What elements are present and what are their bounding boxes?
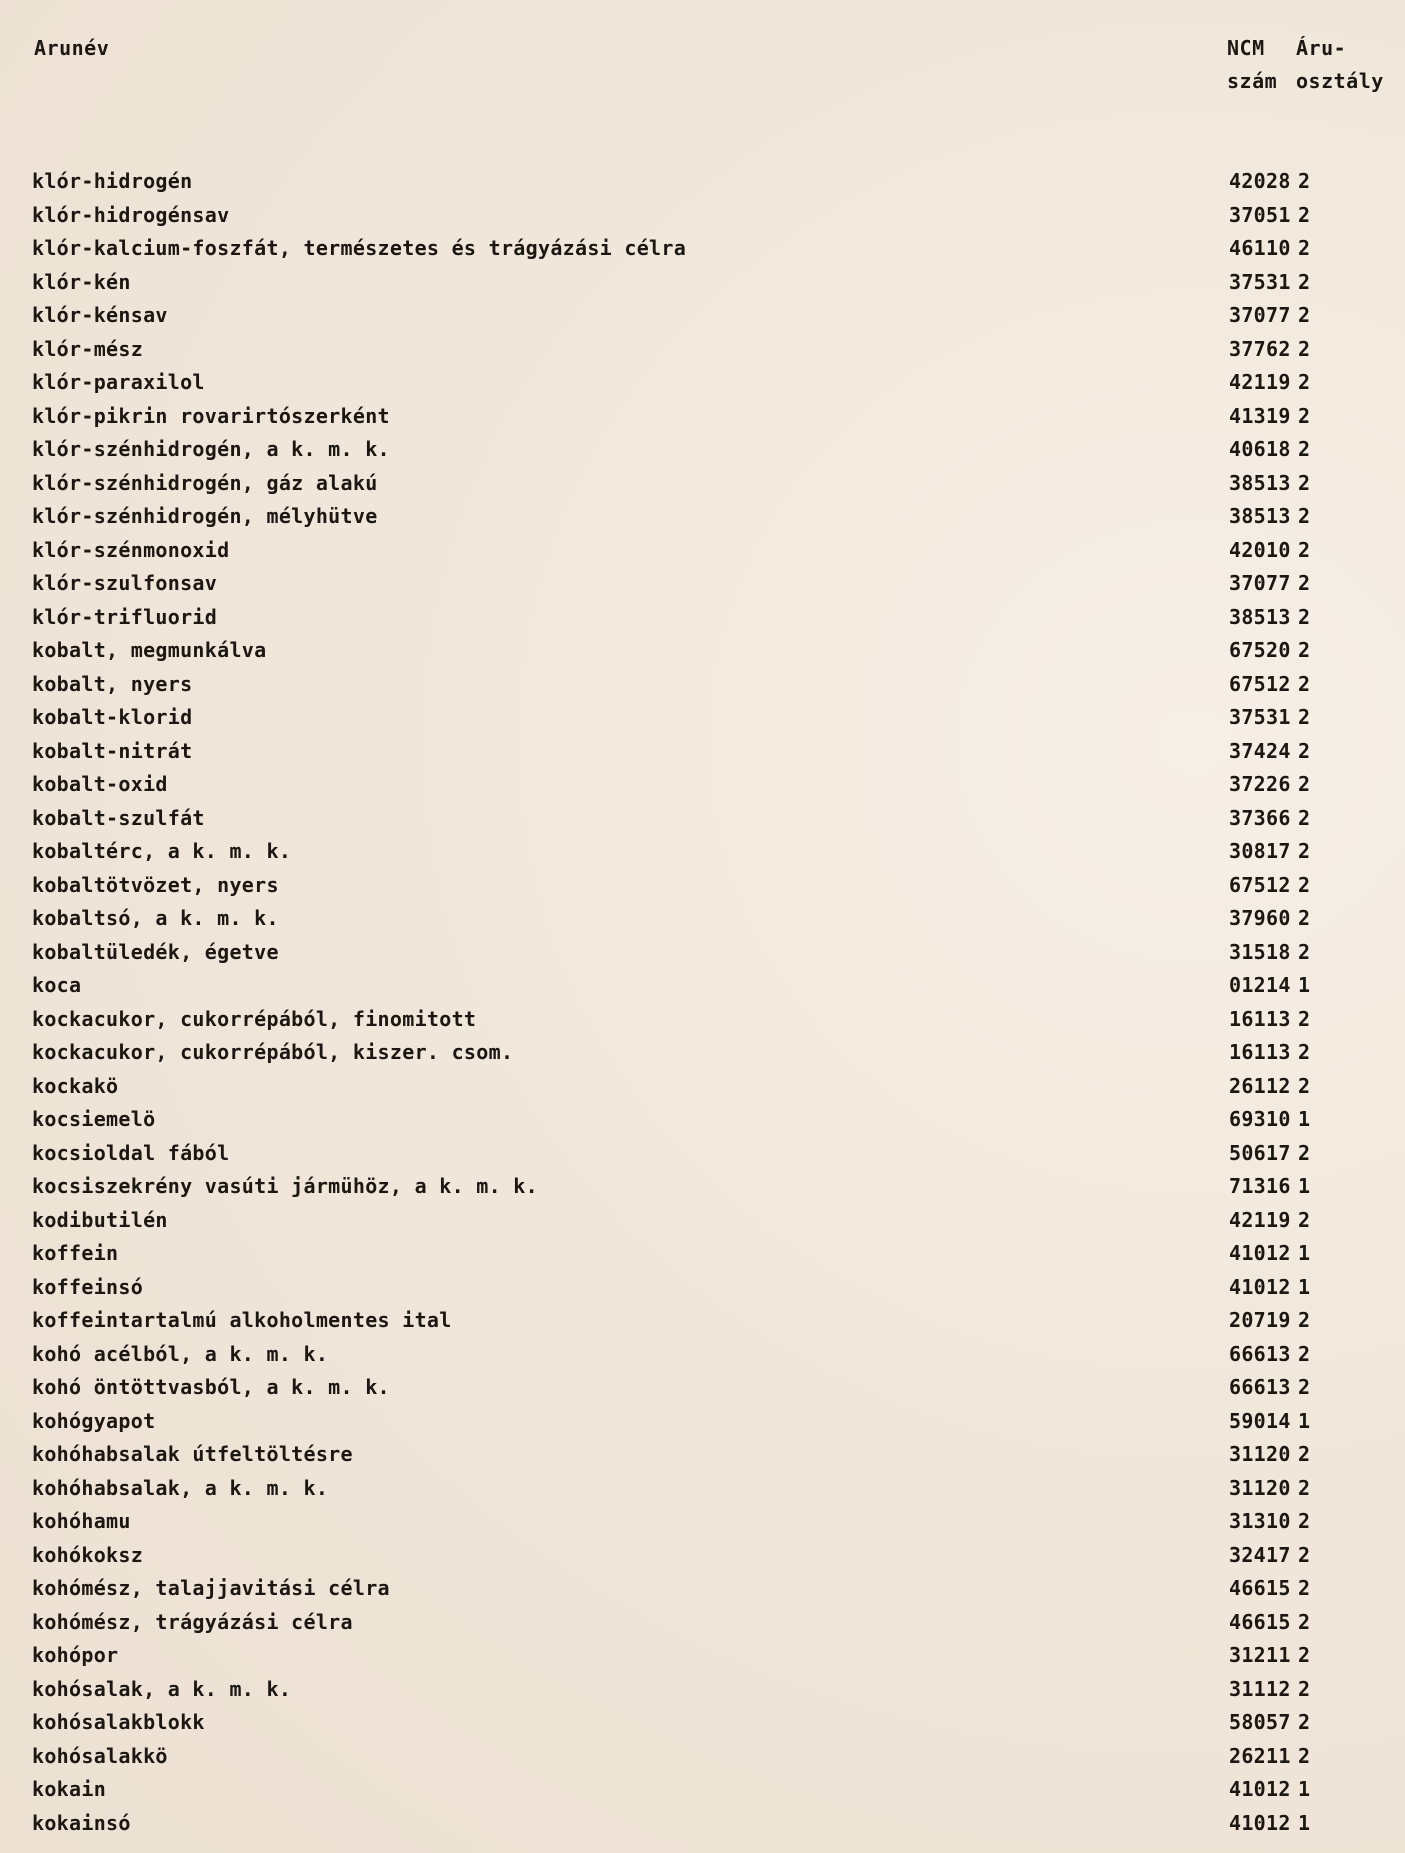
list-item [0, 769, 1405, 803]
ncm-code: 01214 [1229, 973, 1291, 997]
ncm-code: 37077 [1229, 303, 1291, 327]
ncm-code: 16113 [1229, 1006, 1291, 1031]
ncm-code: 37960 [1229, 906, 1291, 930]
ncm-code: 66613 [1229, 1375, 1291, 1399]
product-name: klór-kénsav [32, 303, 168, 327]
product-class: 2 [1298, 571, 1311, 595]
ncm-code: 37366 [1229, 805, 1291, 830]
ncm-code: 20719 [1229, 1308, 1291, 1332]
product-class: 2 [1298, 671, 1311, 696]
ncm-code: 42010 [1229, 537, 1291, 562]
product-class: 1 [1298, 1810, 1311, 1835]
product-name: kocsiszekrény vasúti jármühöz, a k. m. k. [32, 1174, 538, 1198]
ncm-code: 31120 [1229, 1442, 1291, 1466]
product-name: kobalt-szulfát [32, 805, 205, 830]
list-item [0, 166, 1405, 200]
list-item [0, 468, 1405, 502]
list-item [0, 1004, 1405, 1038]
product-name: kohópor [32, 1643, 119, 1667]
product-class: 2 [1298, 638, 1311, 662]
product-name: klór-szénmonoxid [32, 537, 230, 562]
ncm-code: 41012 [1229, 1274, 1291, 1299]
product-name: kohósalak, a k. m. k. [32, 1676, 292, 1701]
ncm-code: 38513 [1229, 504, 1291, 528]
list-item [0, 1171, 1405, 1205]
list-item [0, 836, 1405, 870]
product-class: 2 [1298, 1140, 1311, 1165]
product-class: 2 [1298, 236, 1311, 260]
product-name: klór-mész [32, 336, 144, 361]
list-item [0, 200, 1405, 234]
product-name: kocsioldal fából [32, 1140, 230, 1165]
product-name: kobaltötvözet, nyers [32, 872, 279, 897]
ncm-code: 31310 [1229, 1509, 1291, 1533]
product-class: 2 [1298, 1207, 1311, 1232]
ncm-code: 26112 [1229, 1073, 1291, 1098]
ncm-code: 42119 [1229, 1207, 1291, 1232]
ncm-code: 71316 [1229, 1174, 1291, 1198]
product-class: 2 [1298, 1341, 1311, 1366]
list-item [0, 903, 1405, 937]
product-name: kohómész, talajjavitási célra [32, 1576, 390, 1600]
product-name: kohógyapot [32, 1408, 156, 1433]
product-name: kobaltüledék, égetve [32, 939, 279, 964]
ncm-code: 26211 [1229, 1743, 1291, 1768]
product-name: klór-pikrin rovarirtószerként [32, 403, 390, 428]
list-item [0, 1674, 1405, 1708]
product-name: klór-szénhidrogén, mélyhütve [32, 504, 378, 528]
product-class: 2 [1298, 504, 1311, 528]
product-class: 1 [1298, 1174, 1311, 1198]
product-name: kockacukor, cukorrépából, finomitott [32, 1006, 477, 1031]
product-class: 2 [1298, 1442, 1311, 1466]
ncm-code: 41012 [1229, 1777, 1291, 1801]
list-item [0, 635, 1405, 669]
product-name: klór-trifluorid [32, 604, 218, 629]
product-name: koca [32, 973, 82, 997]
product-class: 2 [1298, 202, 1311, 227]
product-class: 2 [1298, 1643, 1311, 1667]
product-name: klór-szénhidrogén, a k. m. k. [32, 437, 390, 461]
product-class: 2 [1298, 437, 1311, 461]
product-class: 2 [1298, 403, 1311, 428]
list-item [0, 1372, 1405, 1406]
list-item [0, 1774, 1405, 1808]
product-class: 1 [1298, 1241, 1311, 1265]
ncm-code: 16113 [1229, 1040, 1291, 1064]
product-name: klór-szulfonsav [32, 571, 218, 595]
product-class: 2 [1298, 370, 1311, 394]
product-class: 2 [1298, 1576, 1311, 1600]
ncm-code: 31211 [1229, 1643, 1291, 1667]
product-name: klór-hidrogén [32, 169, 193, 193]
list-item [0, 1071, 1405, 1105]
ncm-code: 37762 [1229, 336, 1291, 361]
product-class: 2 [1298, 906, 1311, 930]
column-header-ncm-line1: NCM [1227, 36, 1265, 60]
product-name: kobaltsó, a k. m. k. [32, 906, 279, 930]
ncm-code: 46615 [1229, 1576, 1291, 1600]
product-name: kohósalakkö [32, 1743, 168, 1768]
list-item [0, 669, 1405, 703]
product-class: 1 [1298, 1777, 1311, 1801]
product-class: 1 [1298, 1274, 1311, 1299]
list-item [0, 1439, 1405, 1473]
product-class: 2 [1298, 1475, 1311, 1500]
product-name: kobalt, megmunkálva [32, 638, 267, 662]
ncm-code: 38513 [1229, 604, 1291, 629]
product-class: 2 [1298, 705, 1311, 729]
product-name: kockakö [32, 1073, 119, 1098]
product-name: kokainsó [32, 1810, 131, 1835]
list-item [0, 1037, 1405, 1071]
list-item [0, 937, 1405, 971]
product-class: 2 [1298, 1308, 1311, 1332]
product-name: koffein [32, 1241, 119, 1265]
ncm-code: 67520 [1229, 638, 1291, 662]
product-name: kodibutilén [32, 1207, 168, 1232]
product-name: kohó acélból, a k. m. k. [32, 1341, 329, 1366]
product-name: kobalt-nitrát [32, 738, 193, 763]
ncm-code: 32417 [1229, 1542, 1291, 1567]
column-header-ncm-line2: szám [1227, 69, 1278, 93]
ncm-code: 46110 [1229, 236, 1291, 260]
ncm-code: 31112 [1229, 1676, 1291, 1701]
product-class: 2 [1298, 939, 1311, 964]
list-item [0, 1138, 1405, 1172]
product-class: 2 [1298, 1676, 1311, 1701]
product-class: 2 [1298, 1509, 1311, 1533]
product-name: kohókoksz [32, 1542, 144, 1567]
list-item [0, 535, 1405, 569]
product-class: 2 [1298, 470, 1311, 495]
ncm-code: 37051 [1229, 202, 1291, 227]
list-item [0, 1808, 1405, 1842]
ncm-code: 46615 [1229, 1609, 1291, 1634]
list-item [0, 501, 1405, 535]
product-class: 2 [1298, 269, 1311, 294]
list-item [0, 1707, 1405, 1741]
product-class: 2 [1298, 1743, 1311, 1768]
list-item [0, 267, 1405, 301]
product-class: 2 [1298, 537, 1311, 562]
ncm-code: 41012 [1229, 1241, 1291, 1265]
list-item [0, 1506, 1405, 1540]
product-class: 2 [1298, 772, 1311, 796]
product-name: koffeinsó [32, 1274, 144, 1299]
product-name: klór-szénhidrogén, gáz alakú [32, 470, 378, 495]
product-class: 2 [1298, 1710, 1311, 1734]
ncm-code: 41319 [1229, 403, 1291, 428]
product-class: 2 [1298, 1542, 1311, 1567]
list-item [0, 1473, 1405, 1507]
product-class: 2 [1298, 169, 1311, 193]
product-name: kohóhamu [32, 1509, 131, 1533]
ncm-code: 38513 [1229, 470, 1291, 495]
product-name: klór-kalcium-foszfát, természetes és trágyázási célra [32, 236, 687, 260]
product-class: 2 [1298, 872, 1311, 897]
ncm-code: 37531 [1229, 269, 1291, 294]
ncm-code: 37226 [1229, 772, 1291, 796]
ncm-code: 30817 [1229, 839, 1291, 863]
product-class: 2 [1298, 336, 1311, 361]
product-name: kocsiemelö [32, 1107, 156, 1131]
list-item [0, 702, 1405, 736]
product-name: kokain [32, 1777, 107, 1801]
list-item [0, 1741, 1405, 1775]
product-class: 2 [1298, 738, 1311, 763]
ncm-code: 42119 [1229, 370, 1291, 394]
product-class: 2 [1298, 805, 1311, 830]
product-name: kohósalakblokk [32, 1710, 205, 1734]
product-name: koffeintartalmú alkoholmentes ital [32, 1308, 452, 1332]
ncm-code: 37531 [1229, 705, 1291, 729]
ncm-code: 40618 [1229, 437, 1291, 461]
product-name: kohómész, trágyázási célra [32, 1609, 353, 1634]
ncm-code: 42028 [1229, 169, 1291, 193]
list-item [0, 1339, 1405, 1373]
list-item [0, 233, 1405, 267]
column-header-product-name: Arunév [34, 36, 110, 60]
product-list [0, 166, 1405, 1841]
ncm-code: 31120 [1229, 1475, 1291, 1500]
list-item [0, 803, 1405, 837]
product-name: kohóhabsalak útfeltöltésre [32, 1442, 353, 1466]
list-item [0, 1305, 1405, 1339]
list-item [0, 1607, 1405, 1641]
ncm-code: 37424 [1229, 738, 1291, 763]
ncm-code: 58057 [1229, 1710, 1291, 1734]
product-class: 2 [1298, 1609, 1311, 1634]
product-name: kockacukor, cukorrépából, kiszer. csom. [32, 1040, 514, 1064]
product-name: klór-hidrogénsav [32, 202, 230, 227]
product-name: klór-kén [32, 269, 131, 294]
ncm-code: 59014 [1229, 1408, 1291, 1433]
column-header-class-line1: Áru- [1296, 36, 1347, 60]
list-item [0, 1640, 1405, 1674]
list-item [0, 1205, 1405, 1239]
product-name: kohóhabsalak, a k. m. k. [32, 1475, 329, 1500]
ncm-code: 69310 [1229, 1107, 1291, 1131]
ncm-code: 67512 [1229, 671, 1291, 696]
product-name: kobalt-klorid [32, 705, 193, 729]
list-item [0, 1104, 1405, 1138]
product-class: 2 [1298, 1040, 1311, 1064]
list-item [0, 1272, 1405, 1306]
product-class: 1 [1298, 973, 1311, 997]
ncm-code: 41012 [1229, 1810, 1291, 1835]
product-class: 2 [1298, 303, 1311, 327]
product-name: klór-paraxilol [32, 370, 205, 394]
ncm-code: 50617 [1229, 1140, 1291, 1165]
column-header-class-line2: osztály [1296, 69, 1384, 93]
list-item [0, 401, 1405, 435]
product-name: kobalt-oxid [32, 772, 168, 796]
product-class: 2 [1298, 1073, 1311, 1098]
product-class: 1 [1298, 1408, 1311, 1433]
product-class: 2 [1298, 1375, 1311, 1399]
list-item [0, 870, 1405, 904]
product-name: kohó öntöttvasból, a k. m. k. [32, 1375, 390, 1399]
list-item [0, 736, 1405, 770]
list-item [0, 602, 1405, 636]
product-class: 2 [1298, 839, 1311, 863]
list-item [0, 1573, 1405, 1607]
list-item [0, 1540, 1405, 1574]
ncm-code: 31518 [1229, 939, 1291, 964]
product-class: 1 [1298, 1107, 1311, 1131]
list-item [0, 434, 1405, 468]
product-class: 2 [1298, 1006, 1311, 1031]
product-name: kobalt, nyers [32, 671, 193, 696]
list-item [0, 1406, 1405, 1440]
list-item [0, 367, 1405, 401]
list-item [0, 300, 1405, 334]
list-item [0, 334, 1405, 368]
ncm-code: 66613 [1229, 1341, 1291, 1366]
ncm-code: 67512 [1229, 872, 1291, 897]
list-item [0, 1238, 1405, 1272]
list-item [0, 970, 1405, 1004]
product-name: kobaltérc, a k. m. k. [32, 839, 292, 863]
ncm-code: 37077 [1229, 571, 1291, 595]
product-class: 2 [1298, 604, 1311, 629]
list-item [0, 568, 1405, 602]
